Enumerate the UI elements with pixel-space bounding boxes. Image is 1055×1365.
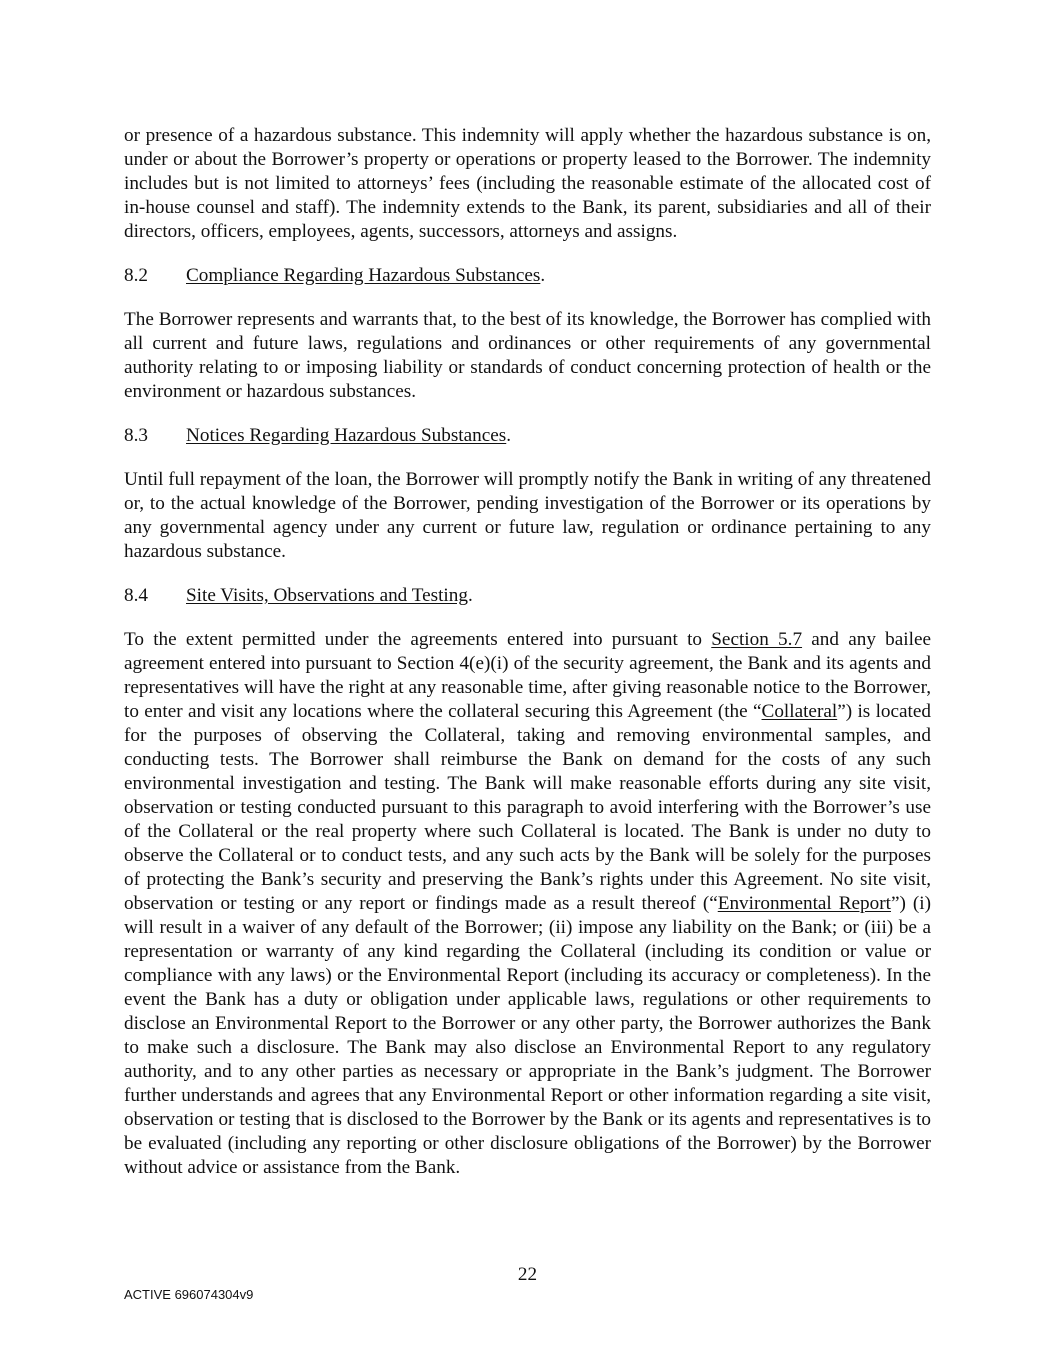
paragraph: [124, 628, 931, 1180]
page-number: 22: [517, 1264, 538, 1285]
paragraph-text: ”) (i) will result in a waiver of any default of the Borrower; (ii) impose any liability on the Bank; or (iii) be a representation or warranty of any kind regarding the Collateral (including its condition or value or compliance with any laws) or the Environmental Report (including its accuracy or completeness). In the event the Bank has a duty or obligation under applicable laws, regulations or other requirements to disclose an Environmental Report to the Borrower or any other party, the Borrower authorizes the Bank to make such a disclosure. The Bank may also disclose an Environmental Report to any regulatory authority, and to any other parties as necessary or appropriate in the Bank’s judgment. The Borrower further understands and agrees that any Environmental Report or other information regarding a site visit, observation or testing that is disclosed to the Borrower by the Bank or its agents and representatives is to be evaluated (including any reporting or other disclosure obligations of the Borrower) by the Borrower without advice or assistance from the Bank.: [124, 893, 931, 1178]
defined-term: Collateral: [761, 701, 838, 722]
section-title-wrap: [186, 264, 545, 288]
paragraph-text: To the extent permitted under the agreements entered into pursuant to: [124, 629, 712, 650]
section-heading: [124, 424, 931, 448]
paragraph-text: or presence of a hazardous substance. This indemnity will apply whether the hazardous substance is on, under or about the Borrower’s property or operations or property leased to the Borrower. The indemnity includes but is not limited to attorneys’ fees (including the reasonable estimate of the allocated cost of in-house counsel and staff). The indemnity extends to the Bank, its parent, subsidiaries and all of their directors, officers, employees, agents, successors, attorneys and assigns.: [124, 125, 931, 242]
document-id: ACTIVE 696074304v9: [124, 1287, 254, 1302]
section-title-suffix: .: [506, 425, 512, 446]
section-title-suffix: .: [540, 265, 546, 286]
paragraph-text: The Borrower represents and warrants that, to the best of its knowledge, the Borrower has complied with all current and future laws, regulations and ordinances or other requirements of any governmental authority relating to or imposing liability or standards of conduct concerning protection of health or the environment or hazardous substances.: [124, 309, 931, 402]
section-heading: [124, 264, 931, 288]
section-heading: [124, 584, 931, 608]
paragraph-text: ”) is located for the purposes of observing the Collateral, taking and removing environmental samples, and conducting tests. The Borrower shall reimburse the Bank on demand for the costs of any such environmental investigation and testing. The Bank will make reasonable efforts during any site visit, observation or testing conducted pursuant to this paragraph to avoid interfering with the Borrower’s use of the Collateral or the real property where such Collateral is located. The Bank is under no duty to observe the Collateral or to conduct tests, and any such acts by the Bank will be solely for the purposes of protecting the Bank’s security and preserving the Bank’s rights under this Agreement. No site visit, observation or testing or any report or findings made as a result thereof (“: [124, 701, 931, 914]
defined-term: Environmental Report: [717, 893, 891, 914]
paragraph: [124, 308, 931, 404]
document-body: [124, 124, 931, 1200]
paragraph: [124, 124, 931, 244]
section-title: Notices Regarding Hazardous Substances: [186, 425, 507, 446]
section-title-wrap: [186, 424, 511, 448]
section-title: Site Visits, Observations and Testing: [186, 585, 468, 606]
defined-term: Section 5.7: [711, 629, 803, 650]
section-number: 8.3: [124, 425, 148, 446]
section-number: 8.4: [124, 585, 148, 606]
section-title-wrap: [186, 584, 473, 608]
section-title: Compliance Regarding Hazardous Substances: [186, 265, 541, 286]
paragraph-text: and any bailee agreement entered into pursuant to Section 4(e)(i) of the security agreement, the Bank and its agents and representatives will have the right at any reasonable time, after giving reasonable notice to the Borrower, to enter and visit any locations where the collateral securing this Agreement (the “: [124, 629, 931, 722]
paragraph-text: Until full repayment of the loan, the Borrower will promptly notify the Bank in writing of any threatened or, to the actual knowledge of the Borrower, pending investigation of the Borrower or its operations by any governmental agency under any current or future law, regulation or ordinance pertaining to any hazardous substance.: [124, 469, 931, 562]
paragraph: [124, 468, 931, 564]
section-number: 8.2: [124, 265, 148, 286]
section-title-suffix: .: [467, 585, 473, 606]
